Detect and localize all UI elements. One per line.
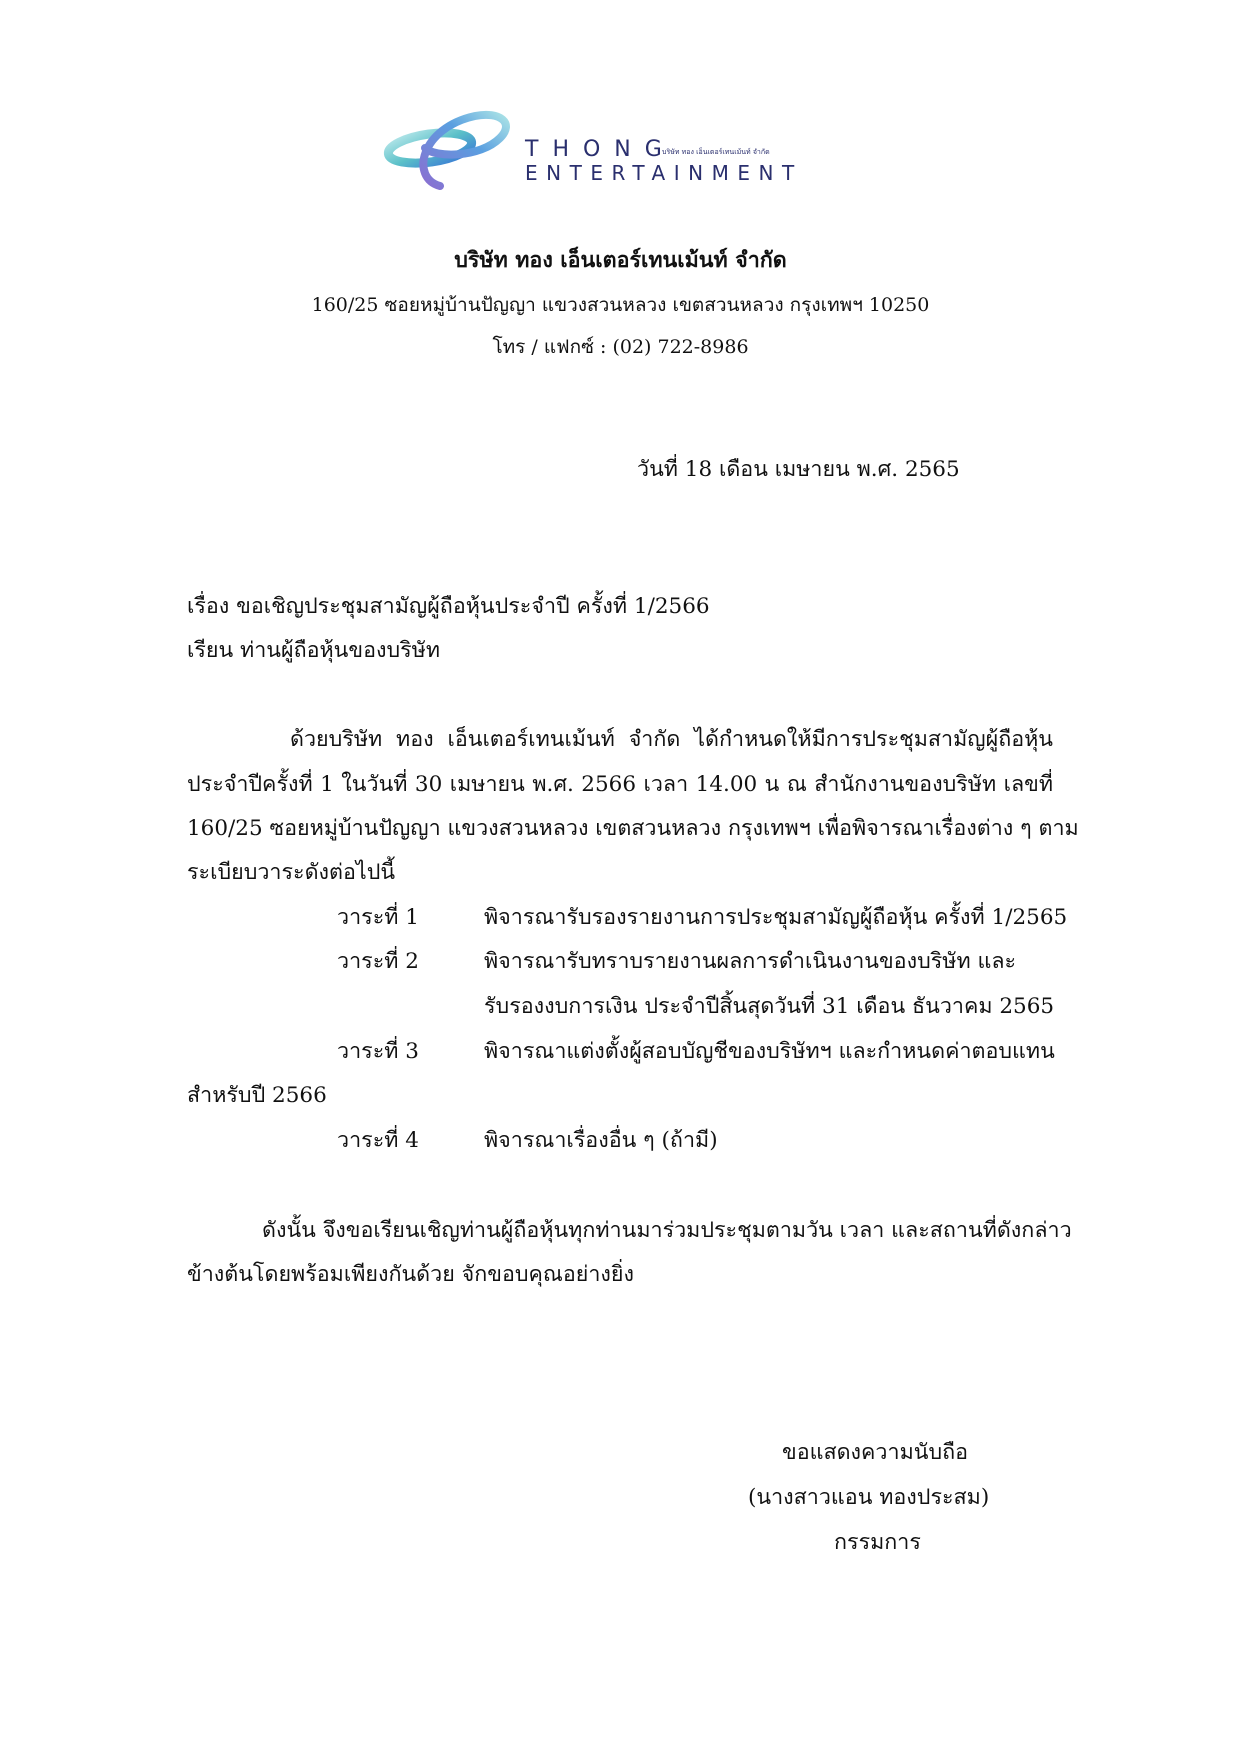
company-name: บริษัท ทอง เอ็นเตอร์เทนเม้นท์ จำกัด (454, 248, 787, 273)
agenda-4-text: พิจารณาเรื่องอื่น ๆ (ถ้ามี) (484, 1128, 718, 1153)
closing-line-1: ดังนั้น จึงขอเรียนเชิญท่านผู้ถือหุ้นทุกท่านมาร่วมประชุมตามวัน เวลา และสถานที่ดังกล่าว (262, 1218, 1072, 1243)
company-logo (380, 108, 870, 198)
body-line-2: ประจำปีครั้งที่ 1 ในวันที่ 30 เมษายน พ.ศ. 2566 เวลา 14.00 น ณ สำนักงานของบริษัท เลขที่ (187, 772, 1053, 797)
letter-subject: เรื่อง ขอเชิญประชุมสามัญผู้ถือหุ้นประจำปี ครั้งที่ 1/2566 (187, 594, 710, 619)
signature-title: กรรมการ (834, 1530, 921, 1555)
body-line-3: 160/25 ซอยหมู่บ้านปัญญา แขวงสวนหลวง เขตสวนหลวง กรุงเทพฯ เพื่อพิจารณาเรื่องต่าง ๆ ตาม (187, 816, 1079, 841)
closing-line-2: ข้างต้นโดยพร้อมเพียงกันด้วย จักขอบคุณอย่างยิ่ง (187, 1262, 635, 1287)
logo-small-text: บริษัท ทอง เอ็นเตอร์เทนเม้นท์ จำกัด (662, 148, 770, 156)
agenda-4-label: วาระที่ 4 (337, 1128, 419, 1153)
agenda-2-text-cont: รับรองงบการเงิน ประจำปีสิ้นสุดวันที่ 31 เดือน ธันวาคม 2565 (484, 994, 1055, 1019)
logo-graphic (380, 108, 870, 198)
body-line-4: ระเบียบวาระดังต่อไปนี้ (187, 860, 396, 885)
letter-recipient: เรียน ท่านผู้ถือหุ้นของบริษัท (187, 638, 441, 663)
signature-name: (นางสาวแอน ทองประสม) (748, 1485, 990, 1510)
agenda-2-text: พิจารณารับทราบรายงานผลการดำเนินงานของบริษัท และ (484, 949, 1017, 974)
agenda-3-text: พิจารณาแต่งตั้งผู้สอบบัญชีของบริษัทฯ และกำหนดค่าตอบแทน (484, 1039, 1055, 1064)
logo-text-entertainment: ENTERTAINMENT (525, 161, 803, 185)
body-line-1: ด้วยบริษัท ทอง เอ็นเตอร์เทนเม้นท์ จำกัด ได้กำหนดให้มีการประชุมสามัญผู้ถือหุ้น (290, 727, 1053, 752)
company-address: 160/25 ซอยหมู่บ้านปัญญา แขวงสวนหลวง เขตสวนหลวง กรุงเทพฯ 10250 (311, 294, 930, 316)
letter-date: วันที่ 18 เดือน เมษายน พ.ศ. 2565 (637, 457, 960, 482)
agenda-1-label: วาระที่ 1 (337, 905, 419, 930)
company-phone-fax: โทร / แฟกซ์ : (02) 722-8986 (492, 336, 749, 358)
logo-text-thong: THONG (525, 137, 676, 162)
agenda-1-text: พิจารณารับรองรายงานการประชุมสามัญผู้ถือหุ้น ครั้งที่ 1/2565 (484, 905, 1068, 930)
agenda-3-label: วาระที่ 3 (337, 1039, 419, 1064)
agenda-2-label: วาระที่ 2 (337, 949, 419, 974)
signature-regards: ขอแสดงความนับถือ (782, 1440, 969, 1465)
agenda-3-text-cont: สำหรับปี 2566 (187, 1083, 327, 1108)
